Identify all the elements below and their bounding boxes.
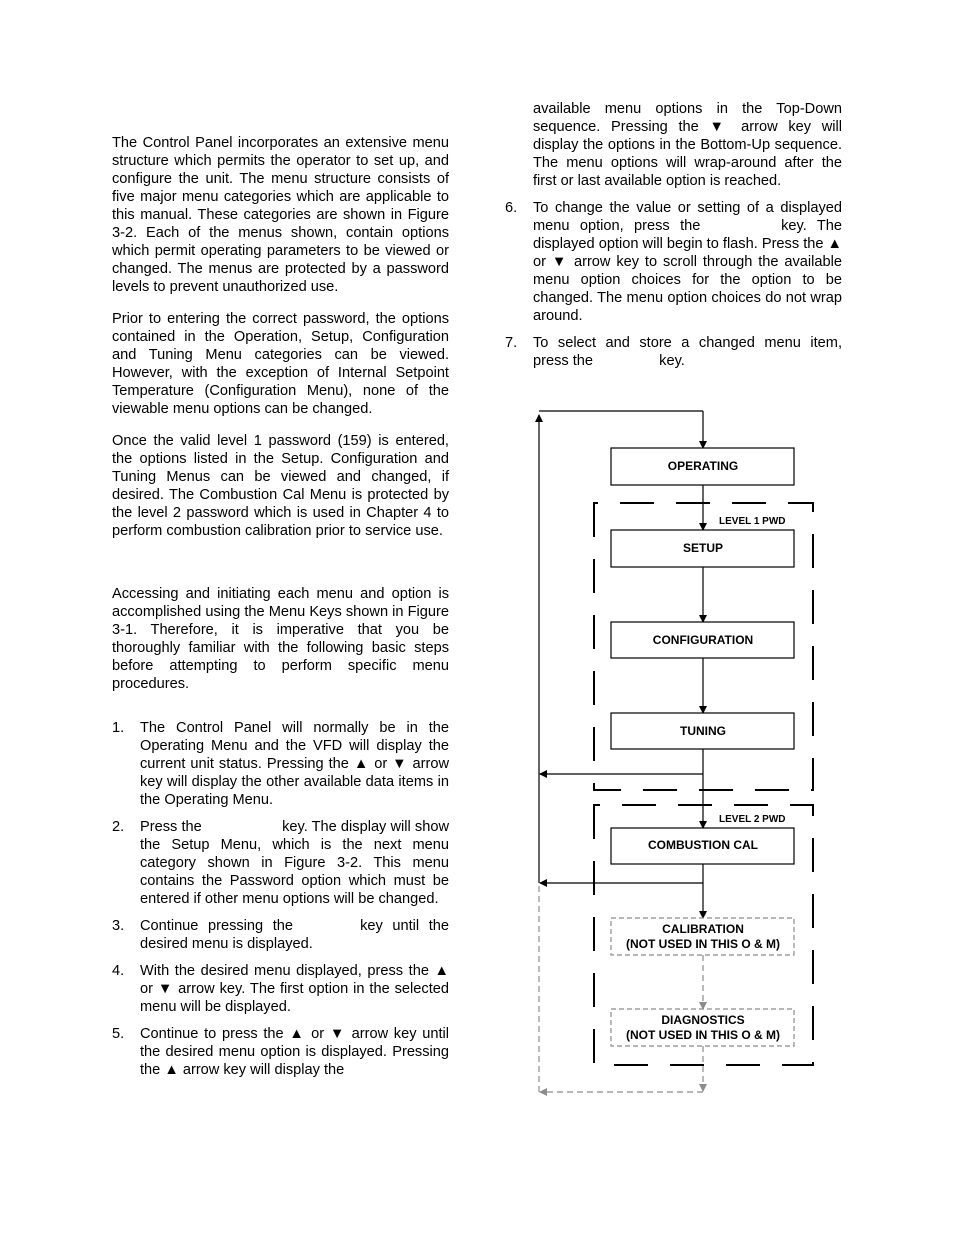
- calibration-label: CALIBRATION: [662, 922, 744, 936]
- password-paragraph: Prior to entering the correct password, the options contained in the Operation, Setup, Configuration and Tuning Menu categories can be viewed. However, with the exception of Internal Setpoint Temperature (Configuration Menu), none of the viewable menu options can be changed.: [112, 311, 449, 417]
- calibration-note: (NOT USED IN THIS O & M): [626, 937, 780, 951]
- level2-password-label: LEVEL 2 PWD: [719, 814, 786, 825]
- configuration-label: CONFIGURATION: [652, 633, 754, 647]
- diagnostics-note: (NOT USED IN THIS O & M): [626, 1028, 780, 1042]
- level1-password-label: LEVEL 1 PWD: [719, 516, 786, 527]
- list-text-pre: Continue pressing the: [140, 918, 293, 934]
- level-password-paragraph: Once the valid level 1 password (159) is entered, the options listed in the Setup. Configuration and Tuning Menus can be viewed and changed, if desired. The Combustion Cal Menu is protected by the level 2 password which is used in Chapter 4 to perform combustion calibration prior to service use.: [112, 433, 449, 539]
- list-text-post: key until the desired menu is displayed.: [140, 918, 449, 952]
- list-text-post: key.: [659, 353, 685, 369]
- list-continuation: available menu options in the Top-Down sequence. Pressing the ▼ arrow key will display the options in the Bottom-Up sequence. The menu options will wrap-around after the first or last available option is reached.: [533, 101, 842, 189]
- list-number: 1.: [112, 720, 125, 736]
- list-text: The Control Panel will normally be in the Operating Menu and the VFD will display the current unit status. Pressing the ▲ or ▼ arrow key will display the other available data items in the Operating Menu.: [140, 720, 449, 808]
- list-number: 6.: [505, 200, 518, 216]
- list-text: With the desired menu displayed, press the ▲ or ▼ arrow key. The first option in the selected menu will be displayed.: [140, 963, 449, 1015]
- combustion-cal-label: COMBUSTION CAL: [648, 838, 758, 852]
- menu-keys-paragraph: Accessing and initiating each menu and option is accomplished using the Menu Keys shown in Figure 3-1. Therefore, it is imperative that you be thoroughly familiar with the following basic steps before attempting to perform specific menu procedures.: [112, 586, 449, 692]
- list-text-pre: To select and store a changed menu item, press the: [533, 335, 842, 369]
- list-text-post: key. The displayed option will begin to flash. Press the ▲ or ▼ arrow key to scroll through the available menu option choices for the option to be changed. The menu option choices do not wrap around.: [533, 218, 842, 324]
- operating-label: OPERATING: [667, 459, 739, 473]
- list-number: 7.: [505, 335, 518, 351]
- list-number: 5.: [112, 1026, 125, 1042]
- diagnostics-label: DIAGNOSTICS: [661, 1013, 745, 1027]
- list-number: 2.: [112, 819, 125, 835]
- list-number: 4.: [112, 963, 125, 979]
- list-text-pre: To change the value or setting of a displayed menu option, press the: [533, 200, 842, 234]
- list-text: Continue to press the ▲ or ▼ arrow key until the desired menu option is displayed. Pressing the ▲ arrow key will display the: [140, 1026, 449, 1078]
- list-number: 3.: [112, 918, 125, 934]
- setup-label: SETUP: [682, 541, 724, 555]
- list-text-pre: Press the: [140, 819, 202, 835]
- intro-paragraph: The Control Panel incorporates an extensive menu structure which permits the operator to set up, and configure the unit. The menu structure consists of five major menu categories which are applicable to this manual. These categories are shown in Figure 3-2. Each of the menus shown, contain options which permit operating parameters to be viewed or changed. The menus are protected by a password levels to prevent unauthorized use.: [112, 135, 449, 295]
- tuning-label: TUNING: [680, 724, 726, 738]
- list-text-post: key. The display will show the Setup Menu, which is the next menu category shown in Figure 3-2. This menu contains the Password option which must be entered if other menu options will be changed.: [140, 819, 449, 907]
